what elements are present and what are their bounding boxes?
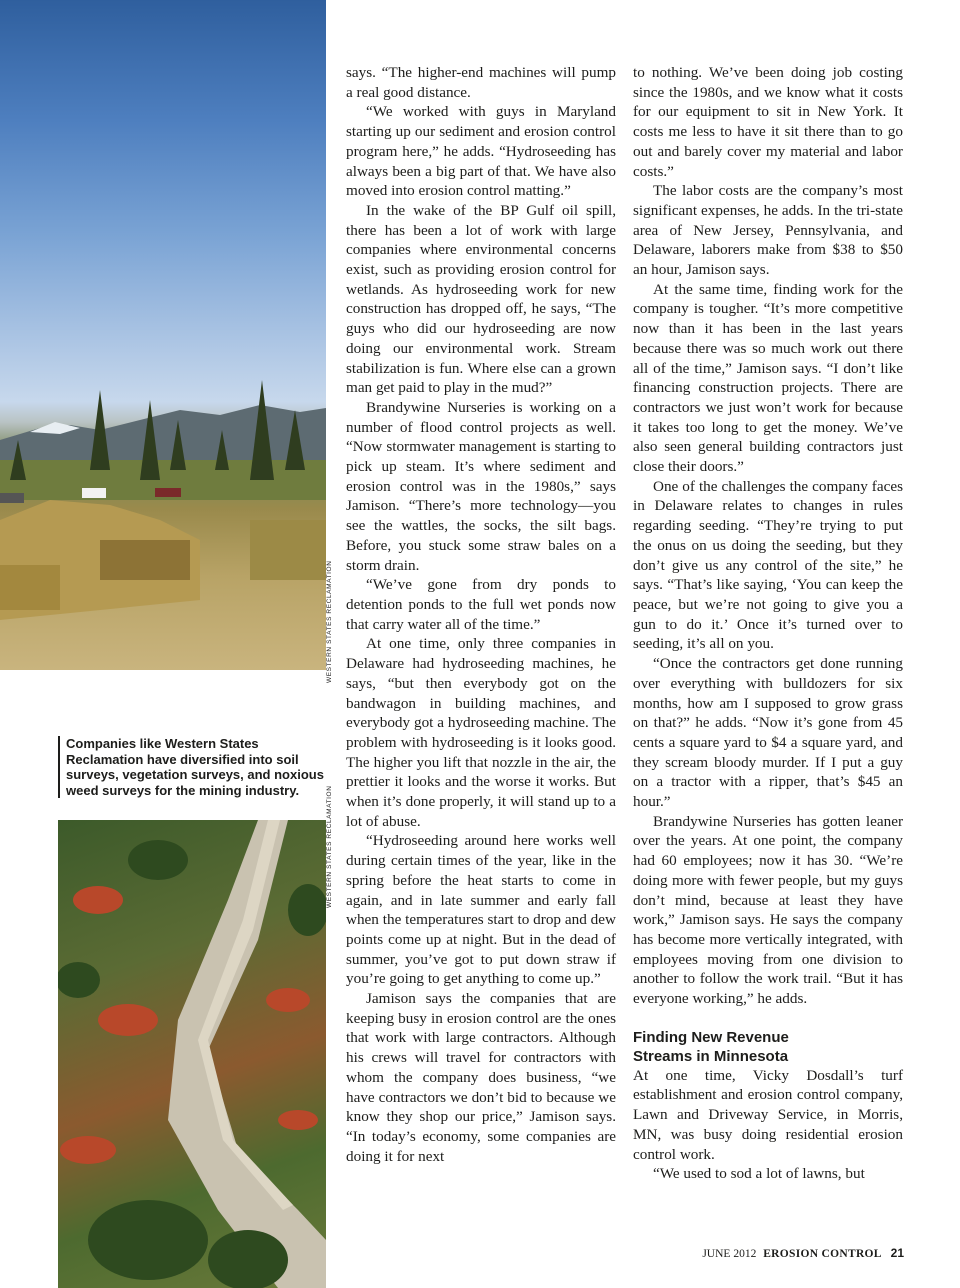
photo-credit-bottom: WESTERN STATES RECLAMATION xyxy=(326,785,333,908)
subheading-line: Streams in Minnesota xyxy=(633,1047,789,1065)
article-column-1 xyxy=(346,63,616,1166)
article-column-2 xyxy=(633,63,903,1184)
paragraph: Brandywine Nurseries has gotten leaner over the years. At one point, the company had 60 employees; now it has 30. “We’re doing more with fewer people, but my guys don’t mind, because at least they have work,” Jamison says. He says the company has become more vertically integrated, with employees moving from one division to another to follow the work trail. “But it has everyone working,” he adds. xyxy=(633,812,903,1008)
paragraph: “Hydroseeding around here works well during certain times of the year, like in the spring before the heat starts to come in again, and in late summer and early fall when the temperatures start to drop and dew points come up at night. But in the dead of summer, you’ve got to put down straw if you’re going to get anything to come up.” xyxy=(346,832,616,988)
subheading-line: Finding New Revenue xyxy=(633,1028,789,1046)
landscape-illustration xyxy=(0,0,326,670)
paragraph: “We’ve gone from dry ponds to detention ponds to the full wet ponds now that carry water all of the time.” xyxy=(346,576,616,633)
paragraph: Jamison says the companies that are keeping busy in erosion control are the ones that work with large contractors. Although his crews will travel for contractors with whom the company does business, “we have contractors we don’t bid to because we know they shop our price,” Jamison says. “In today’s economy, some companies are doing it for next xyxy=(346,990,616,1165)
landscape-photo xyxy=(0,0,326,670)
paragraph: “We worked with guys in Maryland starting up our sediment and erosion control program here,” he adds. “Hydroseeding has always been a big part of that. We have also moved into erosion control matting.” xyxy=(346,103,616,200)
paragraph: “Once the contractors get done running over everything with bulldozers for six months, how am I supposed to grow grass on that?” he adds. “Now it’s gone from 45 cents a square yard to $4 a square yard, and they scream bloody murder. If I put a guy on a tractor with a ripper, that’s $45 an hour.” xyxy=(633,655,903,811)
photo-credit-top: WESTERN STATES RECLAMATION xyxy=(326,560,333,683)
paragraph: Brandywine Nurseries is working on a number of flood control projects as well. “Now stormwater management is starting to pick up steam. It’s where sediment and erosion control was in the 1980s,” says Jamison. “There’s more technology—you see the wattles, the socks, the silt bags. Before, you stuck some straw bales on a storm drain. xyxy=(346,398,616,574)
paragraph: says. “The higher-end machines will pump a real good distance. xyxy=(346,64,616,101)
hillside-photo xyxy=(58,820,326,1288)
paragraph: At the same time, finding work for the company is tougher. “It’s more competitive now than it has been in the last years because there was so much work out there all of the time,” Jamison says. “I don’t like financing construction projects. There are contractors we just won’t work for because it takes too long to get the money. We’ve also seen general building contractors just close their doors.” xyxy=(633,280,903,476)
paragraph: One of the challenges the company faces in Delaware relates to changes in rules regarding seeding. “They’re trying to put the onus on us doing the seeding, but they don’t give us any control of the site,” he says. “That’s like saying, ‘You can keep the peace, but we’re not going to give you a gun to do it.’ Once it’s turned over to seeding, it’s all on you. xyxy=(633,477,903,653)
paragraph: The labor costs are the company’s most significant expenses, he adds. In the tri-state area of New Jersey, Pennsylvania, and Delaware, laborers make from $38 to $50 an hour, Jamison says. xyxy=(633,182,903,279)
page-number: 21 xyxy=(890,1246,904,1260)
photo-caption: Companies like Western States Reclamation have diversified into soil surveys, vegetation surveys, and noxious weed surveys for the mining industry. xyxy=(58,736,324,798)
page-footer xyxy=(702,1246,904,1260)
section-subheading xyxy=(633,1028,903,1066)
hillside-illustration xyxy=(58,820,326,1288)
paragraph: “We used to sod a lot of lawns, but xyxy=(653,1165,865,1183)
issue-date: JUNE 2012 xyxy=(702,1248,757,1260)
paragraph: In the wake of the BP Gulf oil spill, there has been a lot of work with large companies where environmental concerns exist, such as providing erosion control for wetlands. As hydroseeding work for new construction has dropped off, he says, “The guys who did our hydroseeding are now doing our environmental work. Stream stabilization is fun. Where else can a grown man get paid to play in the mud?” xyxy=(346,201,616,397)
magazine-name: EROSION CONTROL xyxy=(763,1248,882,1260)
paragraph: At one time, only three companies in Delaware had hydroseeding machines, he says, “but then everybody got on the bandwagon in building machines, and everybody got a hydroseeding machine. The problem with hydroseeding is it looks good. The higher you lift that nozzle in the air, the prettier it looks and the worse it works. But when it’s done properly, it will stand up to a lot of abuse. xyxy=(346,635,616,830)
paragraph: to nothing. We’ve been doing job costing since the 1980s, and we know what it costs for our equipment to sit in New York. It costs me less to have it sit there than to go out and barely cover my material and labor costs.” xyxy=(633,64,903,180)
paragraph: At one time, Vicky Dosdall’s turf establishment and erosion control company, Lawn and Driveway Service, in Morris, MN, was busy doing residential erosion control work. xyxy=(633,1066,903,1163)
